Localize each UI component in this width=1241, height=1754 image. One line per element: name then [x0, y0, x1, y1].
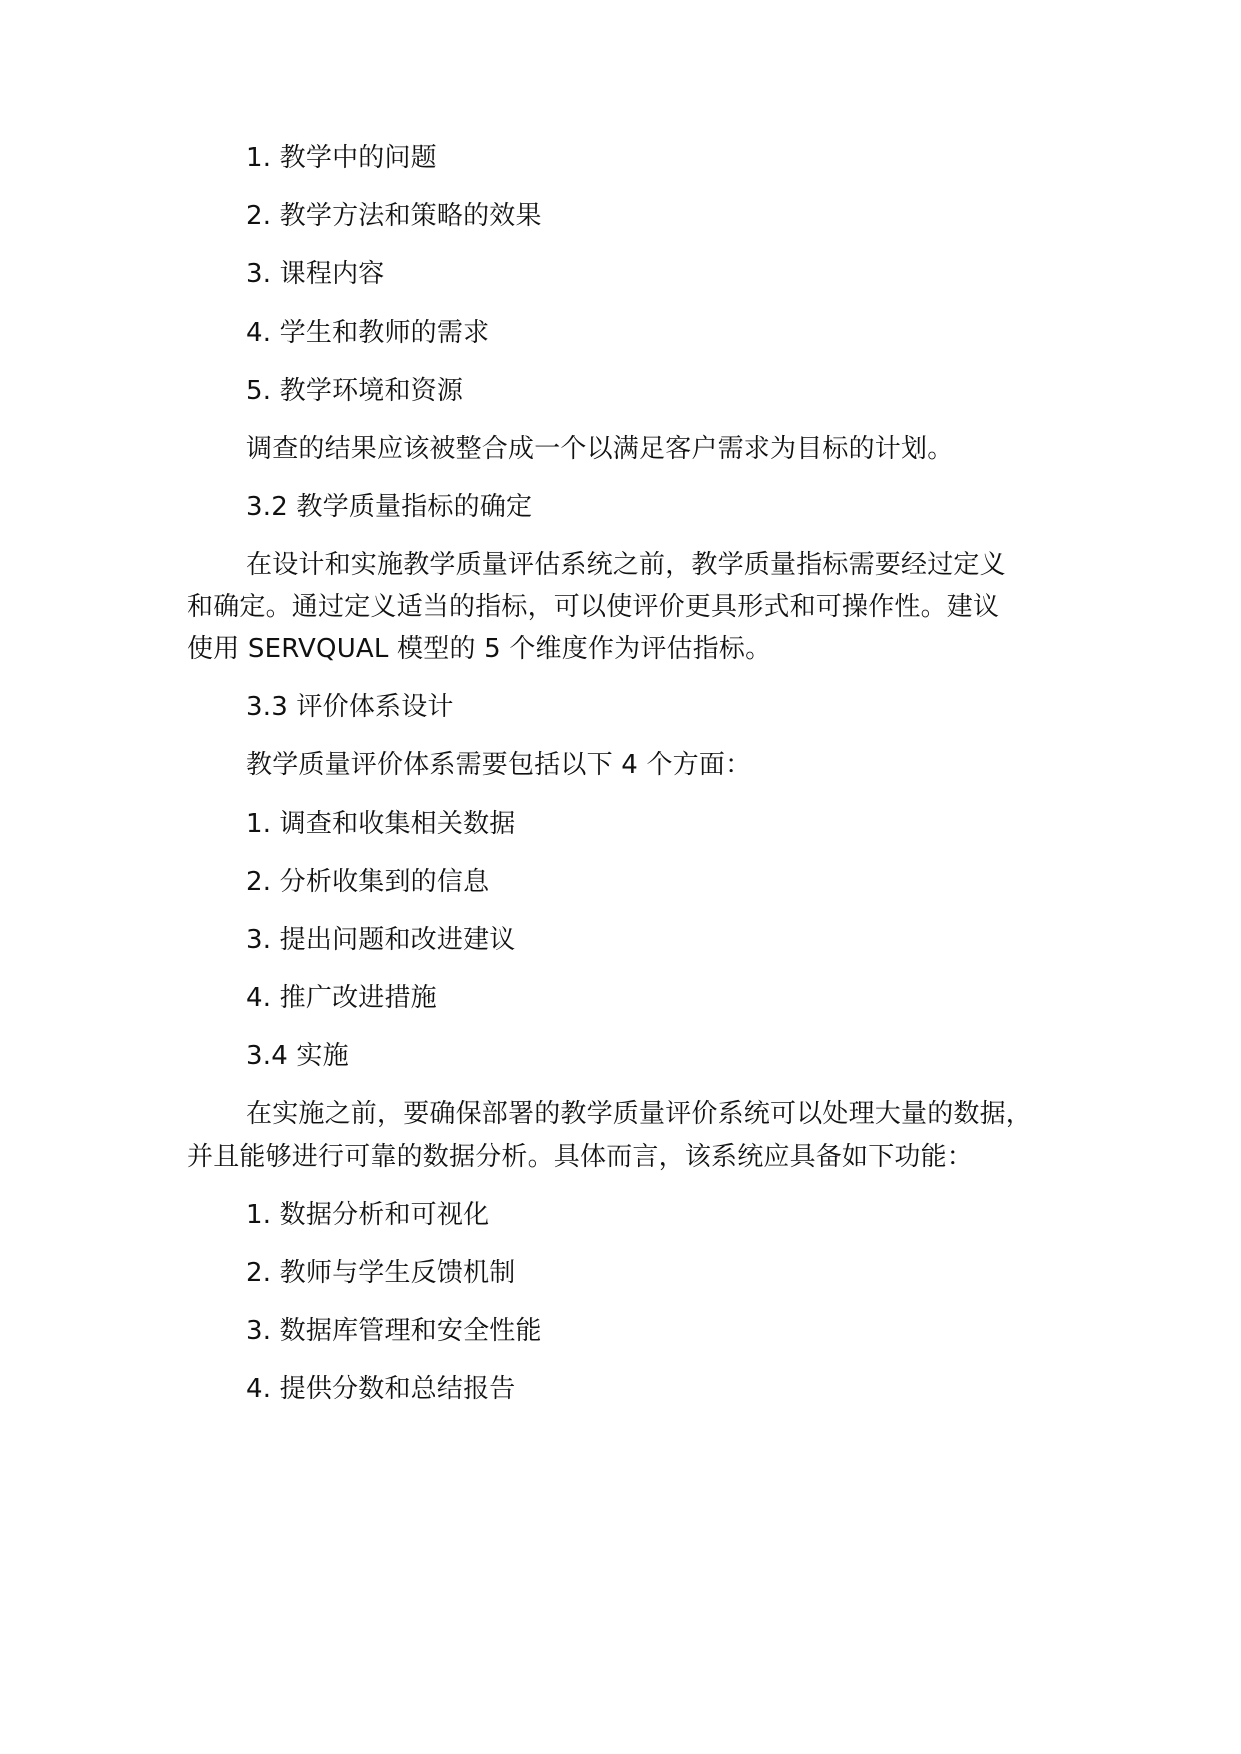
list-item: 4. 学生和教师的需求 — [246, 318, 490, 348]
list-item: 1. 教学中的问题 — [246, 143, 437, 173]
paragraph-3-3: 教学质量评价体系需要包括以下 4 个方面： — [246, 750, 752, 780]
paragraph-line: 和确定。通过定义适当的指标，可以使评价更具形式和可操作性。建议 — [187, 592, 1000, 622]
list-item: 3. 数据库管理和安全性能 — [246, 1316, 542, 1346]
list-item: 2. 教学方法和策略的效果 — [246, 201, 542, 231]
list-item: 1. 数据分析和可视化 — [246, 1200, 490, 1230]
paragraph-line: 使用 SERVQUAL 模型的 5 个维度作为评估指标。 — [187, 634, 772, 664]
paragraph-line: 并且能够进行可靠的数据分析。具体而言，该系统应具备如下功能： — [187, 1142, 974, 1172]
paragraph-line: 在实施之前，要确保部署的教学质量评价系统可以处理大量的数据， — [246, 1099, 1033, 1129]
list-item: 2. 教师与学生反馈机制 — [246, 1258, 516, 1288]
list-item: 4. 推广改进措施 — [246, 983, 437, 1013]
paragraph-line: 在设计和实施教学质量评估系统之前，教学质量指标需要经过定义 — [246, 550, 1006, 580]
paragraph-survey: 调查的结果应该被整合成一个以满足客户需求为目标的计划。 — [246, 434, 954, 464]
list-item: 1. 调查和收集相关数据 — [246, 809, 516, 839]
section-heading-3-3: 3.3 评价体系设计 — [246, 692, 454, 722]
section-heading-3-4: 3.4 实施 — [246, 1041, 349, 1071]
section-heading-3-2: 3.2 教学质量指标的确定 — [246, 492, 533, 522]
list-item: 3. 课程内容 — [246, 259, 385, 289]
list-item: 5. 教学环境和资源 — [246, 376, 464, 406]
list-item: 4. 提供分数和总结报告 — [246, 1374, 516, 1404]
list-item: 2. 分析收集到的信息 — [246, 867, 490, 897]
list-item: 3. 提出问题和改进建议 — [246, 925, 516, 955]
